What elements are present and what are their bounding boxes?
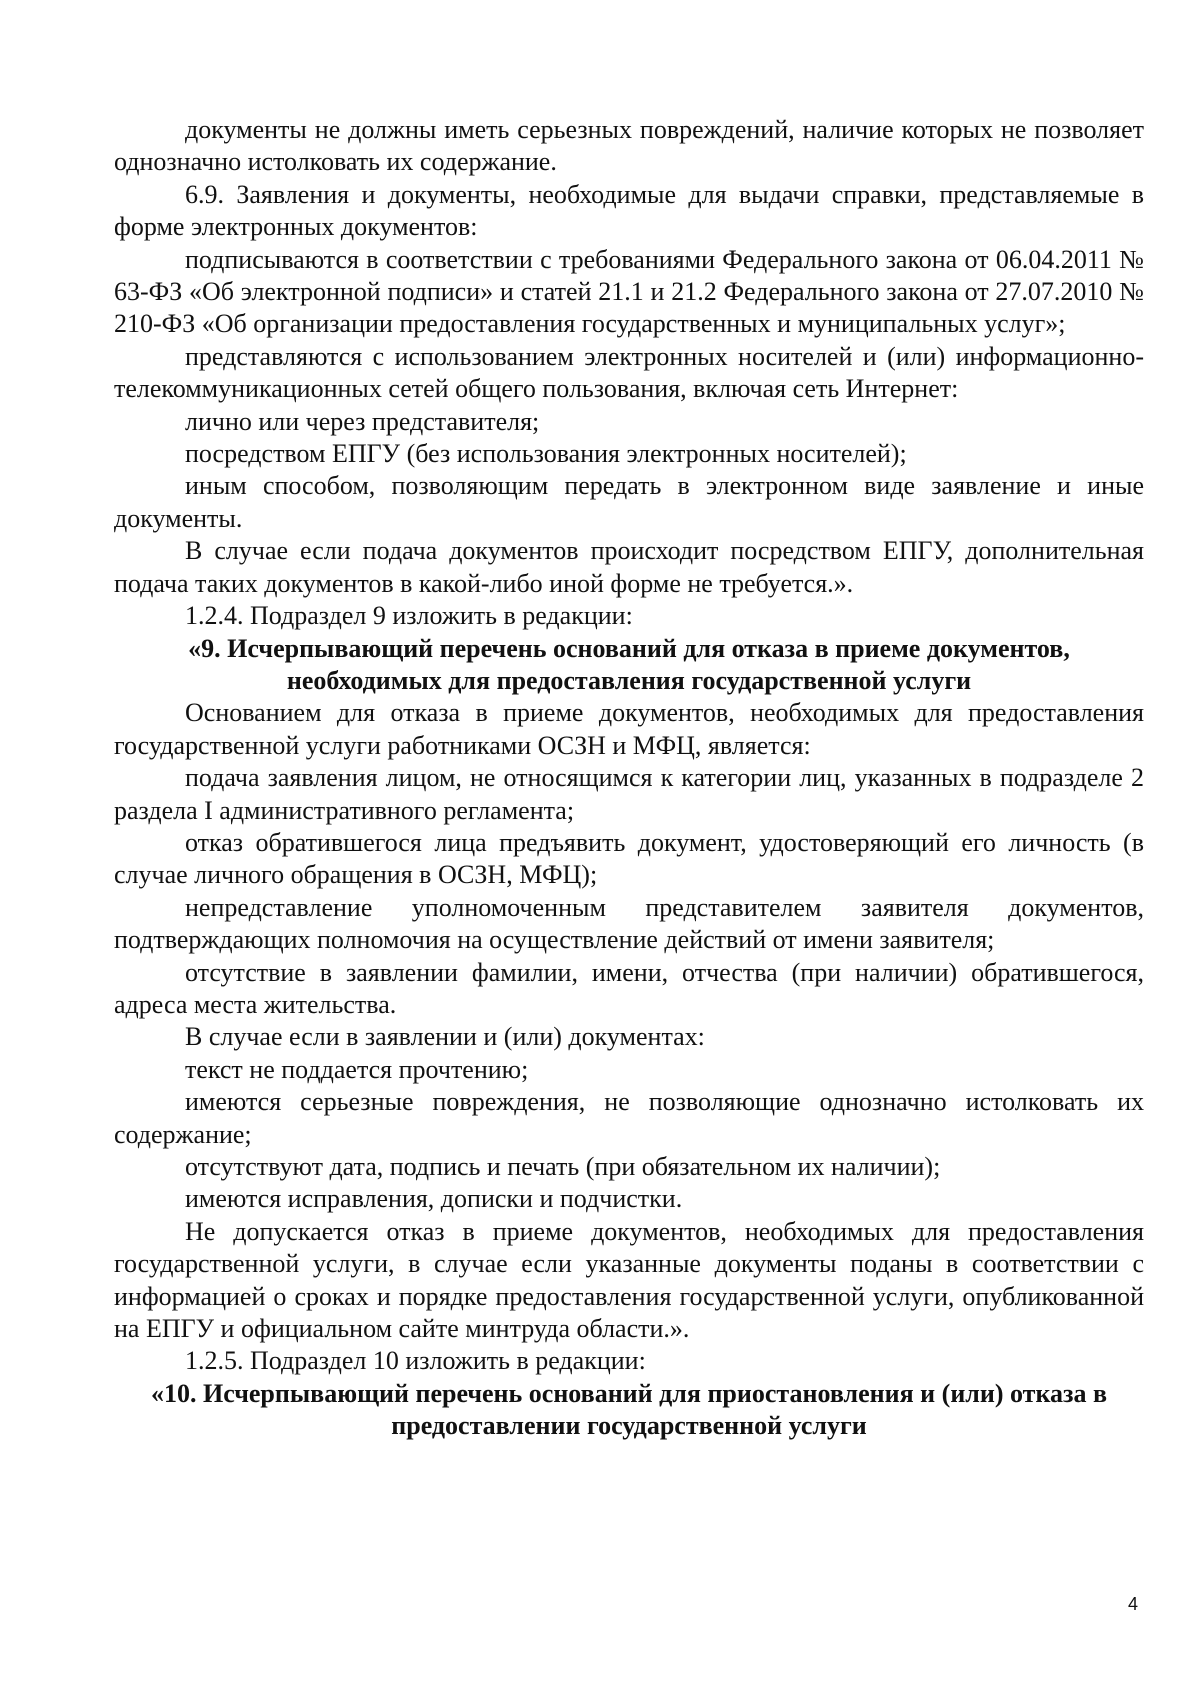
paragraph: Не допускается отказ в приеме документов, необходимых для предоставления государственной услуги, в случае если указанные документы поданы в соответствии с информацией о сроках и порядке предоставления государственной услуги, опубликованной на ЕПГУ и официальном сайте минтруда области.». <box>114 1216 1144 1344</box>
paragraph: 1.2.5. Подраздел 10 изложить в редакции: <box>185 1346 646 1376</box>
section-heading-9: «9. Исчерпывающий перечень оснований для отказа в приеме документов, необходимых для предоставления государственной услуги <box>188 633 1070 695</box>
paragraph: имеются серьезные повреждения, не позволяющие однозначно истолковать их содержание; <box>114 1087 1144 1149</box>
paragraph: Основанием для отказа в приеме документов, необходимых для предоставления государственной услуги работниками ОСЗН и МФЦ, является: <box>114 698 1144 760</box>
page-number: 4 <box>1128 1594 1139 1614</box>
paragraph: 6.9. Заявления и документы, необходимые для выдачи справки, представляемые в форме электронных документов: <box>114 179 1144 242</box>
paragraph: подписываются в соответствии с требованиями Федерального закона от 06.04.2011 № 63-ФЗ «Об электронной подписи» и статей 21.1 и 21.2 Федерального закона от 27.07.2010 № 210-ФЗ «Об организации предоставления государственных и муниципальных услуг»; <box>114 244 1144 339</box>
paragraph: текст не поддается прочтению; <box>185 1054 529 1084</box>
paragraph: непредставление уполномоченным представителем заявителя документов, подтверждающих полномочия на осуществление действий от имени заявителя; <box>114 892 1144 955</box>
paragraph: иным способом, позволяющим передать в электронном виде заявление и иные документы. <box>114 471 1144 533</box>
paragraph: В случае если подача документов происходит посредством ЕПГУ, дополнительная подача таких документов в какой-либо иной форме не требуется.». <box>114 536 1144 598</box>
section-heading-10: «10. Исчерпывающий перечень оснований для приостановления и (или) отказа в предоставлении государственной услуги <box>150 1378 1108 1441</box>
paragraph: представляются с использованием электронных носителей и (или) информационно-телекоммуникационных сетей общего пользования, включая сеть Интернет: <box>114 341 1144 404</box>
paragraph: отказ обратившегося лица предъявить документ, удостоверяющий его личность (в случае личного обращения в ОСЗН, МФЦ); <box>114 827 1144 890</box>
paragraph: 1.2.4. Подраздел 9 изложить в редакции: <box>185 601 633 631</box>
paragraph: документы не должны иметь серьезных повреждений, наличие которых не позволяет однозначно истолковать их содержание. <box>114 115 1144 177</box>
paragraph: подача заявления лицом, не относящимся к категории лиц, указанных в подразделе 2 раздела I административного регламента; <box>114 763 1144 825</box>
paragraph: имеются исправления, дописки и подчистки. <box>185 1184 683 1214</box>
paragraph: отсутствуют дата, подпись и печать (при обязательном их наличии); <box>185 1152 941 1181</box>
document-body <box>114 114 1144 1443</box>
paragraph: посредством ЕПГУ (без использования электронных носителей); <box>185 439 907 469</box>
paragraph: лично или через представителя; <box>185 406 540 436</box>
paragraph: В случае если в заявлении и (или) документах: <box>185 1022 705 1052</box>
paragraph: отсутствие в заявлении фамилии, имени, отчества (при наличии) обратившегося, адреса места жительства. <box>114 957 1144 1019</box>
